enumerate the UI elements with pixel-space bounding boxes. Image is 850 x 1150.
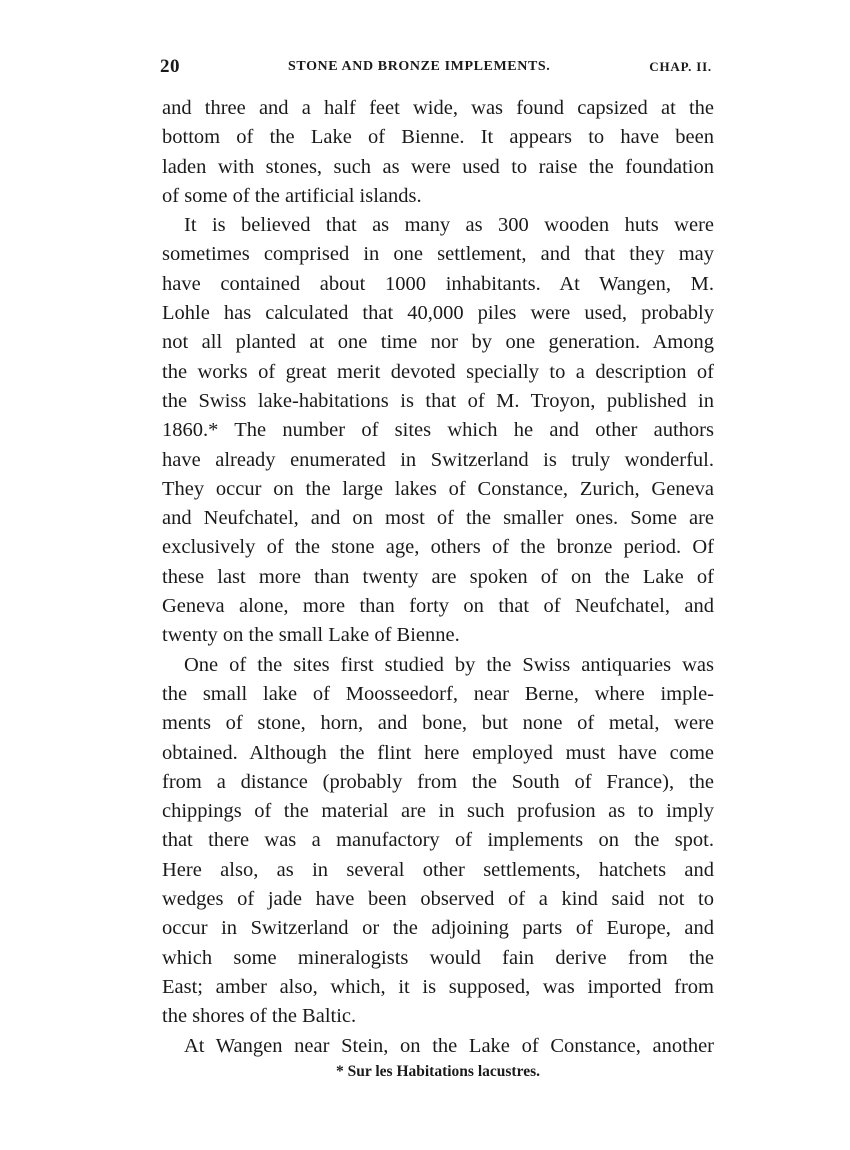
body-line: the Swiss lake-habitations is that of M. Troyon, published in	[162, 389, 714, 412]
body-line: laden with stones, such as were used to raise the foundation	[162, 155, 714, 178]
body-line: have contained about 1000 inhabitants. At Wangen, M.	[162, 272, 714, 295]
body-line: obtained. Although the flint here employed must have come	[162, 741, 714, 764]
body-line: At Wangen near Stein, on the Lake of Constance, another	[184, 1034, 714, 1057]
body-text	[162, 94, 714, 1061]
body-line: twenty on the small Lake of Bienne.	[162, 624, 460, 647]
body-line: East; amber also, which, it is supposed, was imported from	[162, 975, 714, 998]
chapter-label: CHAP. II.	[649, 59, 712, 74]
body-line: the works of great merit devoted specially to a description of	[162, 360, 714, 383]
body-line: Lohle has calculated that 40,000 piles were used, probably	[162, 302, 714, 325]
body-line: the shores of the Baltic.	[162, 1005, 357, 1028]
running-head	[160, 56, 712, 80]
body-line: the small lake of Moosseedorf, near Berne, where imple-	[162, 682, 714, 705]
running-title: STONE AND BRONZE IMPLEMENTS.	[288, 59, 551, 74]
body-line: that there was a manufactory of implements on the spot.	[162, 829, 714, 852]
body-line: exclusively of the stone age, others of the bronze period. Of	[162, 536, 714, 559]
body-line: these last more than twenty are spoken of on the Lake of	[162, 565, 714, 588]
body-line: from a distance (probably from the South of France), the	[162, 770, 714, 793]
body-line: ments of stone, horn, and bone, but none of metal, were	[162, 712, 714, 735]
body-line: occur in Switzerland or the adjoining parts of Europe, and	[162, 917, 714, 940]
body-line: have already enumerated in Switzerland is truly wonderful.	[162, 448, 714, 471]
body-line: which some mineralogists would fain derive from the	[162, 946, 714, 969]
body-line: of some of the artificial islands.	[162, 184, 422, 207]
body-line: It is believed that as many as 300 wooden huts were	[184, 214, 714, 237]
page-number: 20	[160, 56, 180, 77]
footnote: * Sur les Habitations lacustres.	[336, 1063, 540, 1080]
body-line: and three and a half feet wide, was found capsized at the	[162, 97, 714, 119]
body-line: not all planted at one time nor by one generation. Among	[162, 331, 714, 354]
body-line: and Neufchatel, and on most of the smaller ones. Some are	[162, 507, 714, 530]
body-line: Geneva alone, more than forty on that of Neufchatel, and	[162, 595, 714, 618]
body-line: sometimes comprised in one settlement, and that they may	[162, 243, 714, 266]
body-line: bottom of the Lake of Bienne. It appears to have been	[162, 126, 714, 149]
body-line: One of the sites first studied by the Swiss antiquaries was	[184, 653, 714, 676]
body-line: Here also, as in several other settlements, hatchets and	[162, 858, 714, 881]
body-line: wedges of jade have been observed of a kind said not to	[162, 888, 714, 911]
body-line: They occur on the large lakes of Constance, Zurich, Geneva	[162, 477, 714, 500]
body-line: chippings of the material are in such profusion as to imply	[162, 800, 714, 823]
body-line: 1860.* The number of sites which he and other authors	[162, 419, 714, 442]
